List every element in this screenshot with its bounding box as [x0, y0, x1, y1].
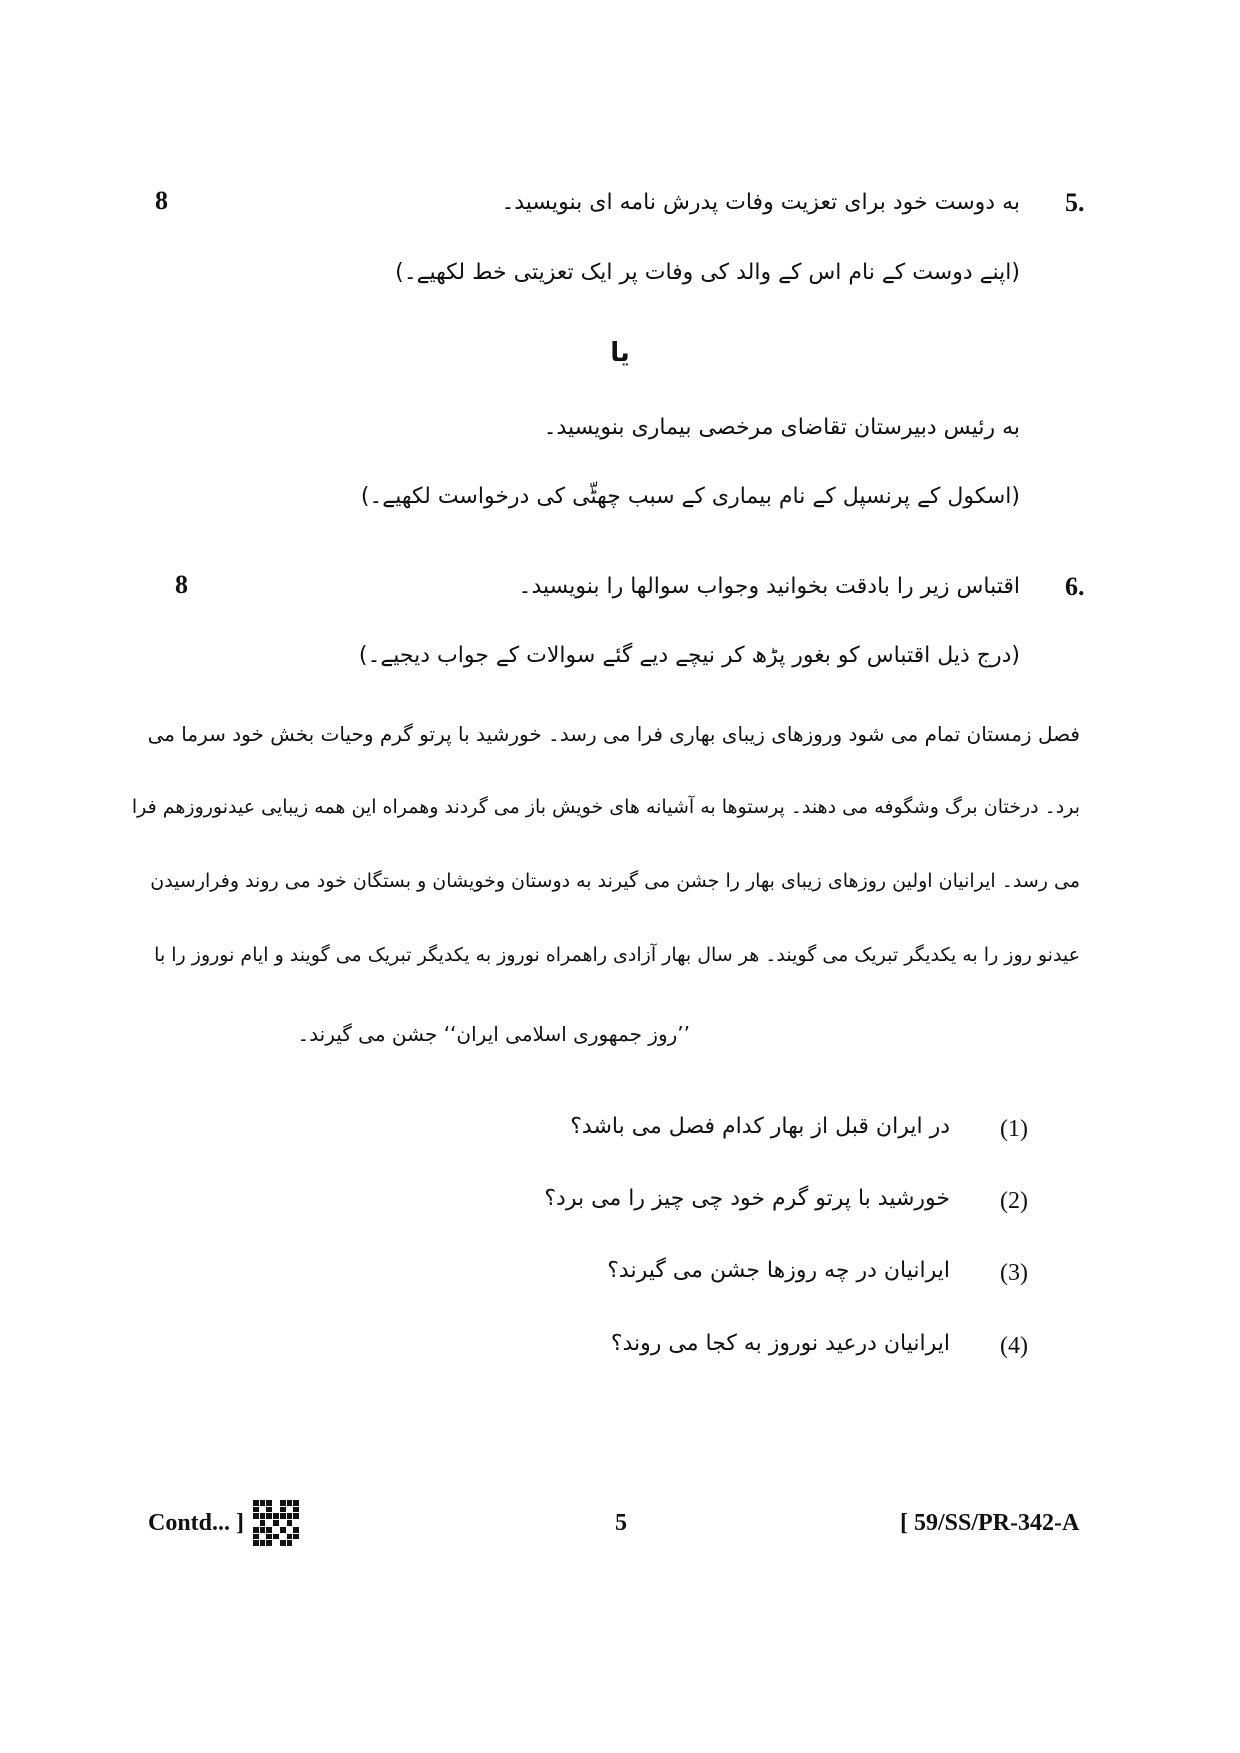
- question-4-number: (4): [1000, 1333, 1028, 1359]
- q5-persian-text: به دوست خود برای تعزیت وفات پدرش نامه ای بنویسید۔: [501, 190, 1020, 215]
- q5-alt-persian-text: به رئیس دبیرستان تقاضای مرخصی بیماری بنویسید۔: [543, 415, 1020, 440]
- question-1-text: در ایران قبل از بهار کدام فصل می باشد؟: [570, 1114, 950, 1139]
- passage-line-3: می رسد۔ ایرانیان اولین روزهای زیبای بهار را جشن می گیرند به دوستان وخویشان و بستگان خود می روند وفرارسیدن: [150, 870, 1080, 892]
- passage-line-1: فصل زمستان تمام می شود وروزهای زیبای بهاری فرا می رسد۔ خورشید با پرتو گرم وحیات بخش خود سرما می: [147, 722, 1080, 746]
- question-2-number: (2): [1000, 1188, 1028, 1214]
- q5-urdu-text: (اپنے دوست کے نام اس کے والد کی وفات پر ایک تعزیتی خط لکھیے۔): [395, 260, 1020, 285]
- q6-marks: 8: [175, 570, 188, 599]
- page-number: 5: [615, 1510, 627, 1536]
- contd-label: Contd... ]: [148, 1510, 245, 1536]
- q6-persian-text: اقتباس زیر را بادقت بخوانید وجواب سوالها را بنویسید۔: [518, 574, 1020, 599]
- paper-code: [ 59/SS/PR-342-A: [900, 1510, 1080, 1536]
- q6-urdu-text: (درج ذیل اقتباس کو بغور پڑھ کر نیچے دیے گئے سوالات کے جواب دیجیے۔): [358, 643, 1020, 668]
- q5-marks: 8: [155, 186, 168, 215]
- or-label: یا: [610, 338, 630, 368]
- question-3-text: ایرانیان در چه روزها جشن می گیرند؟: [607, 1258, 950, 1283]
- question-1-number: (1): [1000, 1116, 1028, 1142]
- passage-line-2: برد۔ درختان برگ وشگوفه می دهند۔ پرستوها به آشیانه های خویش باز می گردند وهمراه این همه زیبایی عیدنوروزهم فرا: [131, 796, 1080, 818]
- question-4-text: ایرانیان درعید نوروز به کجا می روند؟: [610, 1331, 950, 1356]
- question-3-number: (3): [1000, 1260, 1028, 1286]
- passage-line-5: ’’روز جمهوری اسلامی ایران‘‘ جشن می گیرند۔: [297, 1022, 690, 1046]
- q5-alt-urdu-text: (اسکول کے پرنسپل کے نام بیماری کے سبب چھٹّی کی درخواست لکھیے۔): [360, 484, 1020, 509]
- q5-number: 5.: [1065, 188, 1085, 217]
- question-2-text: خورشید با پرتو گرم خود چی چیز را می برد؟: [544, 1186, 950, 1211]
- qr-code-icon: [253, 1500, 299, 1546]
- q6-number: 6.: [1065, 572, 1085, 601]
- passage-line-4: عیدنو روز را به یکدیگر تبریک می گویند۔ هر سال بهار آزادی راهمراه نوروز به یکدیگر تبریک می گویند و ایام نوروز را با: [154, 944, 1080, 966]
